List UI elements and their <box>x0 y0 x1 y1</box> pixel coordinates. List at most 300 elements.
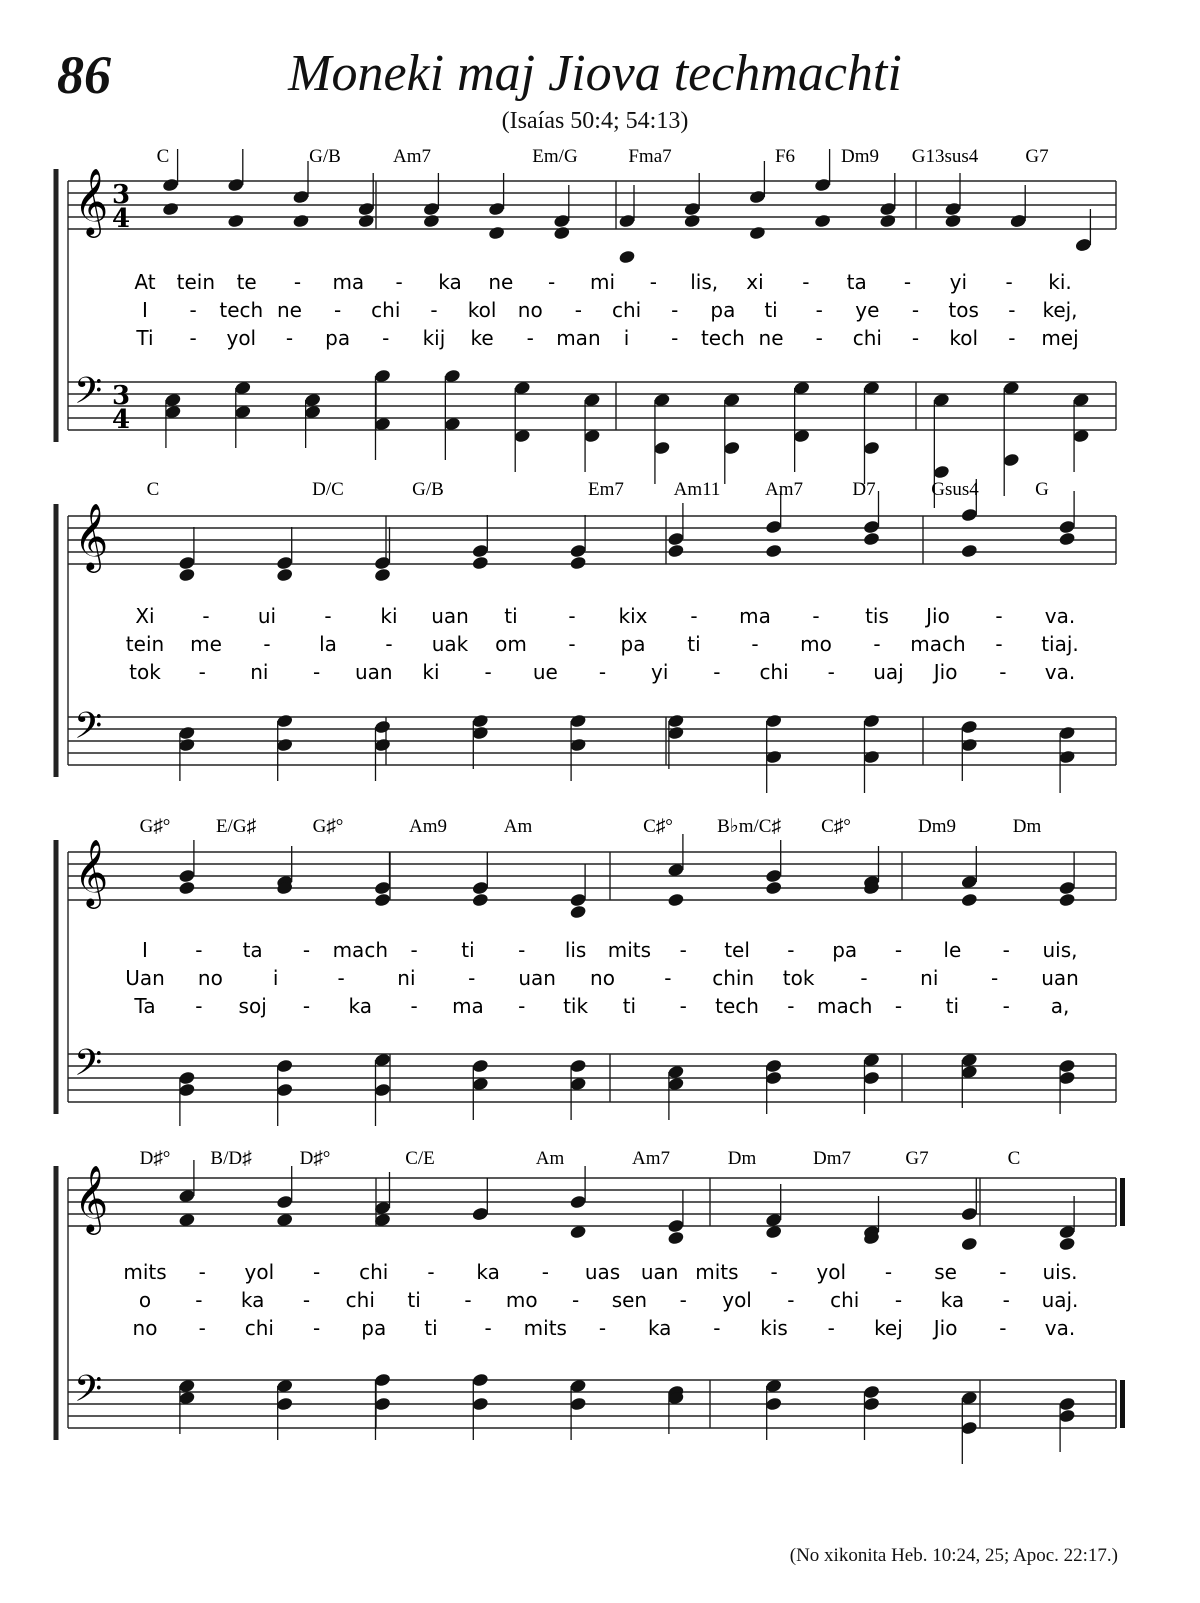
treble-notehead <box>292 213 310 228</box>
bass-notehead <box>471 1372 489 1387</box>
lyric-syllable: - <box>1008 326 1016 350</box>
treble-notehead <box>374 892 392 907</box>
lyric-syllable: va. <box>1044 660 1076 684</box>
treble-notehead <box>276 1194 294 1209</box>
lyric-syllable: - <box>713 1316 721 1340</box>
lyric-syllable: - <box>995 632 1003 656</box>
bass-notehead <box>1058 1070 1076 1085</box>
treble-notehead <box>667 1230 685 1245</box>
chord-symbol: G♯° <box>312 816 344 837</box>
lyric-syllable: uan <box>640 1260 679 1284</box>
lyric-syllable: - <box>911 298 920 322</box>
treble-notehead <box>960 507 978 522</box>
treble-notehead <box>1058 880 1076 895</box>
treble-notehead <box>1058 531 1076 546</box>
lyric-syllable: uan <box>1041 966 1079 990</box>
lyric-syllable: va. <box>1044 604 1076 628</box>
bass-clef-icon: 𝄢 <box>74 1042 103 1093</box>
bass-notehead <box>569 713 587 728</box>
lyric-syllable: kij <box>422 326 446 350</box>
lyric-syllable: uan <box>431 604 469 628</box>
bass-notehead <box>569 1396 587 1411</box>
bass-notehead <box>569 737 587 752</box>
lyric-syllable: man <box>556 326 601 350</box>
lyric-syllable: - <box>884 1260 893 1284</box>
chord-symbol: D♯° <box>299 1148 331 1169</box>
lyric-syllable: la <box>319 632 337 656</box>
lyric-syllable: - <box>202 604 210 628</box>
lyric-syllable: yol <box>226 326 257 350</box>
lyric-syllable: yol <box>816 1260 847 1284</box>
treble-notehead <box>374 880 392 895</box>
lyric-syllable: no <box>590 966 615 990</box>
lyric-syllable: - <box>302 994 311 1018</box>
lyric-syllable: - <box>649 270 657 294</box>
lyric-syllable: - <box>598 1316 607 1340</box>
treble-notehead <box>765 880 783 895</box>
treble-notehead <box>488 225 506 240</box>
lyric-syllable: ti <box>407 1288 421 1312</box>
lyric-syllable: pa <box>325 326 351 350</box>
bass-notehead <box>374 737 392 752</box>
bass-notehead <box>374 719 392 734</box>
treble-notehead <box>618 213 636 228</box>
treble-notehead <box>276 555 294 570</box>
lyric-syllable: - <box>690 604 698 628</box>
bass-notehead <box>765 713 783 728</box>
lyric-syllable: - <box>526 326 534 350</box>
bass-notehead <box>1002 452 1020 467</box>
lyric-syllable: tok <box>129 660 161 684</box>
lyric-syllable: - <box>189 298 197 322</box>
bass-notehead <box>960 1420 978 1435</box>
system-4 <box>56 1148 1125 1464</box>
bass-notehead <box>667 725 685 740</box>
treble-notehead <box>569 1194 587 1209</box>
lyric-syllable: lis <box>564 938 587 962</box>
lyric-syllable: - <box>787 938 795 962</box>
lyric-syllable: - <box>894 994 903 1018</box>
lyric-syllable: - <box>894 938 903 962</box>
lyric-syllable: ke <box>470 326 494 350</box>
lyric-syllable: soj <box>238 994 267 1018</box>
lyric-syllable: kol <box>467 298 497 322</box>
treble-notehead <box>1058 892 1076 907</box>
treble-notehead <box>1009 213 1027 228</box>
treble-notehead <box>292 189 310 204</box>
treble-notehead <box>488 201 506 216</box>
lyric-syllable: - <box>827 1316 835 1340</box>
lyric-syllable: ti <box>424 1316 438 1340</box>
lyric-syllable: no <box>197 966 223 990</box>
chord-symbol: Am7 <box>765 479 803 500</box>
lyric-syllable: - <box>999 1316 1007 1340</box>
chord-symbol: Am <box>503 816 533 837</box>
lyric-syllable: - <box>991 966 999 990</box>
lyric-syllable: Jio <box>933 1316 958 1340</box>
bass-notehead <box>569 1058 587 1073</box>
treble-notehead <box>618 249 636 264</box>
footer-reference: (No xikonita Heb. 10:24, 25; Apoc. 22:17.) <box>789 1545 1118 1566</box>
chord-symbol: Am7 <box>393 146 431 167</box>
treble-notehead <box>683 213 701 228</box>
lyric-syllable: ki. <box>1048 270 1072 294</box>
bass-clef-icon: 𝄢 <box>74 370 103 421</box>
bass-notehead <box>932 464 950 479</box>
lyric-syllable: Jio <box>933 660 958 684</box>
bass-clef-icon: 𝄢 <box>74 705 103 756</box>
treble-notehead <box>814 177 832 192</box>
lyric-syllable: - <box>894 1288 903 1312</box>
treble-notehead <box>879 213 897 228</box>
chord-symbol: Dm <box>1012 816 1042 837</box>
bass-time-signature-bottom: 4 <box>112 405 131 435</box>
chord-symbol: C♯° <box>643 816 673 837</box>
lyric-syllable: - <box>815 326 823 350</box>
lyric-syllable: - <box>751 632 759 656</box>
lyric-syllable: uas <box>584 1260 621 1284</box>
bass-notehead <box>960 737 978 752</box>
treble-notehead <box>471 880 489 895</box>
treble-notehead <box>748 225 766 240</box>
treble-notehead <box>569 904 587 919</box>
scripture-reference: (Isaías 50:4; 54:13) <box>501 108 689 134</box>
lyric-syllable: - <box>382 326 390 350</box>
lyric-syllable: - <box>427 1260 435 1284</box>
lyric-syllable: - <box>787 994 795 1018</box>
bass-notehead <box>863 440 881 455</box>
lyric-syllable: - <box>873 632 881 656</box>
lyric-syllable: me <box>190 632 222 656</box>
system-3 <box>56 816 1116 1126</box>
lyric-syllable: mach <box>816 994 873 1018</box>
treble-notehead <box>276 567 294 582</box>
chord-symbol: B♭m/C♯ <box>717 816 781 837</box>
lyric-syllable: uan <box>518 966 556 990</box>
lyric-syllable: ti <box>687 632 701 656</box>
treble-notehead <box>765 519 783 534</box>
lyric-syllable: ma <box>739 604 771 628</box>
bass-notehead <box>276 713 294 728</box>
lyric-syllable: - <box>312 660 321 684</box>
lyric-syllable: - <box>571 1288 580 1312</box>
lyric-syllable: - <box>548 270 556 294</box>
lyric-syllable: - <box>1002 994 1010 1018</box>
lyric-syllable: - <box>198 1316 206 1340</box>
treble-notehead <box>960 543 978 558</box>
lyric-syllable: - <box>312 1260 321 1284</box>
chord-symbol: Em7 <box>588 479 624 500</box>
bass-notehead <box>276 1058 294 1073</box>
lyric-syllable: sen <box>611 1288 648 1312</box>
lyric-syllable: - <box>787 1288 795 1312</box>
lyric-syllable: chi <box>611 298 642 322</box>
lyric-syllable: - <box>713 660 721 684</box>
lyric-syllable: - <box>812 604 820 628</box>
chord-symbol: Am9 <box>409 816 447 837</box>
treble-notehead <box>667 1218 685 1233</box>
lyric-syllable: - <box>518 938 526 962</box>
treble-notehead <box>879 201 897 216</box>
treble-notehead <box>422 213 440 228</box>
lyric-syllable: tok <box>782 966 815 990</box>
lyric-syllable: - <box>664 966 672 990</box>
lyric-syllable: - <box>827 660 835 684</box>
bass-notehead <box>863 1384 881 1399</box>
lyric-syllable: - <box>302 1288 311 1312</box>
treble-notehead <box>374 567 392 582</box>
lyric-syllable: - <box>679 1288 687 1312</box>
lyric-syllable: ne <box>488 270 514 294</box>
chord-symbol: Dm7 <box>813 1148 851 1169</box>
lyric-syllable: - <box>802 270 810 294</box>
treble-notehead <box>863 519 881 534</box>
chord-symbol: Dm9 <box>841 146 879 167</box>
lyric-syllable: uis, <box>1042 938 1078 962</box>
lyric-syllable: lis, <box>690 270 719 294</box>
treble-notehead <box>1058 519 1076 534</box>
chord-symbol: G/B <box>412 479 444 500</box>
bass-notehead <box>276 737 294 752</box>
lyric-syllable: o <box>138 1288 152 1312</box>
lyric-syllable: - <box>671 298 679 322</box>
lyric-syllable: ta <box>242 938 263 962</box>
lyric-syllable: kol <box>949 326 979 350</box>
lyric-syllable: ka <box>348 994 373 1018</box>
lyric-syllable: ka <box>476 1260 500 1284</box>
bass-notehead <box>471 1058 489 1073</box>
treble-notehead <box>1074 237 1092 252</box>
treble-notehead <box>178 868 196 883</box>
bass-notehead <box>471 725 489 740</box>
treble-notehead <box>944 201 962 216</box>
treble-notehead <box>863 531 881 546</box>
lyric-syllable: - <box>679 938 687 962</box>
lyric-syllable: va. <box>1044 1316 1076 1340</box>
lyric-syllable: - <box>1005 270 1013 294</box>
lyric-syllable: tech <box>219 298 264 322</box>
lyric-syllable: - <box>860 966 868 990</box>
bass-notehead <box>276 1082 294 1097</box>
treble-notehead <box>553 213 571 228</box>
lyric-syllable: tis <box>865 604 889 628</box>
chord-symbol: C <box>1007 1148 1021 1169</box>
bass-notehead <box>178 737 196 752</box>
lyric-syllable: ne <box>276 298 302 322</box>
bass-notehead <box>1058 725 1076 740</box>
bass-notehead <box>765 749 783 764</box>
treble-time-signature-top: 3 <box>112 180 131 210</box>
lyric-syllable: - <box>263 632 271 656</box>
bass-notehead <box>178 1070 196 1085</box>
chord-symbol: Dm9 <box>918 816 956 837</box>
hymn-title: Moneki maj Jiova techmachti <box>288 45 902 102</box>
bass-notehead <box>1058 749 1076 764</box>
bass-notehead <box>1058 1396 1076 1411</box>
treble-notehead <box>162 177 180 192</box>
lyric-syllable: - <box>995 604 1003 628</box>
bass-notehead <box>374 1082 392 1097</box>
lyric-syllable: - <box>198 1260 206 1284</box>
lyric-syllable: - <box>574 298 583 322</box>
lyric-syllable: - <box>1002 938 1010 962</box>
chord-symbol: Em/G <box>532 146 578 167</box>
treble-notehead <box>357 213 375 228</box>
treble-notehead <box>765 868 783 883</box>
lyric-syllable: - <box>189 326 197 350</box>
bass-clef-icon: 𝄢 <box>74 1368 103 1419</box>
lyric-syllable: - <box>195 938 203 962</box>
bass-time-signature-top: 3 <box>112 381 131 411</box>
lyric-syllable: - <box>679 994 687 1018</box>
lyric-syllable: ki <box>380 604 398 628</box>
chord-symbol: G/B <box>309 146 341 167</box>
lyric-syllable: yi <box>650 660 669 684</box>
bass-notehead <box>863 1070 881 1085</box>
lyric-syllable: - <box>903 270 912 294</box>
lyric-syllable: - <box>999 1260 1007 1284</box>
lyric-syllable: ti <box>461 938 475 962</box>
bass-notehead <box>960 719 978 734</box>
lyric-syllable: - <box>671 326 679 350</box>
bass-notehead <box>863 1396 881 1411</box>
lyric-syllable: - <box>334 298 342 322</box>
lyric-syllable: tech <box>715 994 759 1018</box>
lyric-syllable: ta <box>846 270 867 294</box>
treble-notehead <box>422 201 440 216</box>
lyric-syllable: uaj <box>873 660 904 684</box>
lyric-syllable: Xi <box>135 604 155 628</box>
treble-notehead <box>667 543 685 558</box>
lyric-syllable: tein <box>176 270 216 294</box>
lyric-syllable: - <box>770 1260 778 1284</box>
chord-symbol: Fma7 <box>628 146 672 167</box>
chord-symbol: Dm <box>727 1148 757 1169</box>
lyric-syllable: - <box>430 298 438 322</box>
treble-notehead <box>667 531 685 546</box>
treble-notehead <box>162 201 180 216</box>
bass-notehead <box>765 1058 783 1073</box>
lyric-syllable: chi <box>345 1288 375 1312</box>
lyric-syllable: ye <box>855 298 880 322</box>
lyric-syllable: chin <box>712 966 755 990</box>
bass-notehead <box>653 440 671 455</box>
chord-symbol: G♯° <box>139 816 171 837</box>
lyric-syllable: ti <box>622 994 637 1018</box>
lyric-syllable: - <box>541 1260 549 1284</box>
lyric-syllable: - <box>568 604 576 628</box>
bass-notehead <box>723 440 741 455</box>
treble-notehead <box>374 555 392 570</box>
chord-symbol: G7 <box>1025 146 1049 167</box>
chord-symbol: E/G♯ <box>215 816 257 837</box>
lyric-syllable: ma <box>332 270 365 294</box>
treble-notehead <box>569 555 587 570</box>
lyric-syllable: Uan <box>125 966 165 990</box>
treble-clef-icon: 𝄞 <box>74 502 109 570</box>
lyric-syllable: - <box>568 632 576 656</box>
bass-notehead <box>765 1070 783 1085</box>
treble-time-signature-bottom: 4 <box>112 204 131 234</box>
lyric-syllable: ka <box>647 1316 672 1340</box>
treble-notehead <box>178 555 196 570</box>
lyric-syllable: ki <box>422 660 440 684</box>
treble-notehead <box>178 567 196 582</box>
lyric-syllable: chi <box>244 1316 274 1340</box>
lyric-syllable: tiaj. <box>1041 632 1079 656</box>
lyric-syllable: - <box>198 660 206 684</box>
lyric-syllable: - <box>195 994 203 1018</box>
chord-symbol: C <box>156 146 170 167</box>
lyric-syllable: ue <box>532 660 558 684</box>
lyric-syllable: uaj. <box>1041 1288 1079 1312</box>
chord-symbol: D♯° <box>139 1148 171 1169</box>
lyric-syllable: tos <box>948 298 979 322</box>
lyric-syllable: mo <box>505 1288 538 1312</box>
lyric-syllable: - <box>410 994 418 1018</box>
lyric-syllable: - <box>410 938 418 962</box>
lyric-syllable: uak <box>431 632 469 656</box>
lyric-syllable: - <box>312 1316 321 1340</box>
lyric-syllable: kis <box>760 1316 788 1340</box>
chord-symbol: G <box>1035 479 1049 500</box>
lyric-syllable: - <box>302 938 311 962</box>
lyric-syllable: ka <box>940 1288 965 1312</box>
lyric-syllable: tech <box>700 326 745 350</box>
chord-symbol: Am11 <box>673 479 721 500</box>
lyric-syllable: te <box>236 270 257 294</box>
lyric-syllable: om <box>495 632 527 656</box>
lyric-syllable: mits <box>523 1316 567 1340</box>
lyric-syllable: mo <box>800 632 832 656</box>
lyric-syllable: no <box>517 298 543 322</box>
treble-notehead <box>944 213 962 228</box>
bass-notehead <box>178 1082 196 1097</box>
lyric-syllable: kix <box>618 604 648 628</box>
lyric-syllable: mi <box>589 270 616 294</box>
lyric-syllable: - <box>395 270 403 294</box>
chord-symbol: D7 <box>852 479 876 500</box>
treble-clef-icon: 𝄞 <box>74 838 109 906</box>
lyric-syllable: se <box>934 1260 957 1284</box>
treble-notehead <box>357 201 375 216</box>
treble-notehead <box>960 1206 978 1221</box>
treble-notehead <box>471 892 489 907</box>
treble-notehead <box>814 213 832 228</box>
lyric-syllable: mits <box>607 938 652 962</box>
treble-notehead <box>569 892 587 907</box>
chord-symbol: B/D♯ <box>210 1148 252 1169</box>
lyric-syllable: le <box>943 938 962 962</box>
lyric-syllable: mits <box>123 1260 167 1284</box>
lyric-syllable: no <box>132 1316 158 1340</box>
lyric-syllable: At <box>134 270 156 294</box>
lyric-syllable: mach <box>910 632 966 656</box>
lyric-syllable: Ti <box>136 326 154 350</box>
lyric-syllable: ka <box>240 1288 265 1312</box>
treble-clef-icon: 𝄞 <box>74 167 109 235</box>
lyric-syllable: - <box>385 632 393 656</box>
lyric-syllable: - <box>285 326 294 350</box>
chord-symbol: D/C <box>312 479 344 500</box>
bass-notehead <box>765 1396 783 1411</box>
final-barline <box>1120 1380 1125 1428</box>
hymn-number: 86 <box>57 45 111 105</box>
bass-notehead <box>1058 1058 1076 1073</box>
lyric-syllable: Ta <box>134 994 156 1018</box>
treble-notehead <box>227 213 245 228</box>
bass-notehead <box>1058 1408 1076 1423</box>
